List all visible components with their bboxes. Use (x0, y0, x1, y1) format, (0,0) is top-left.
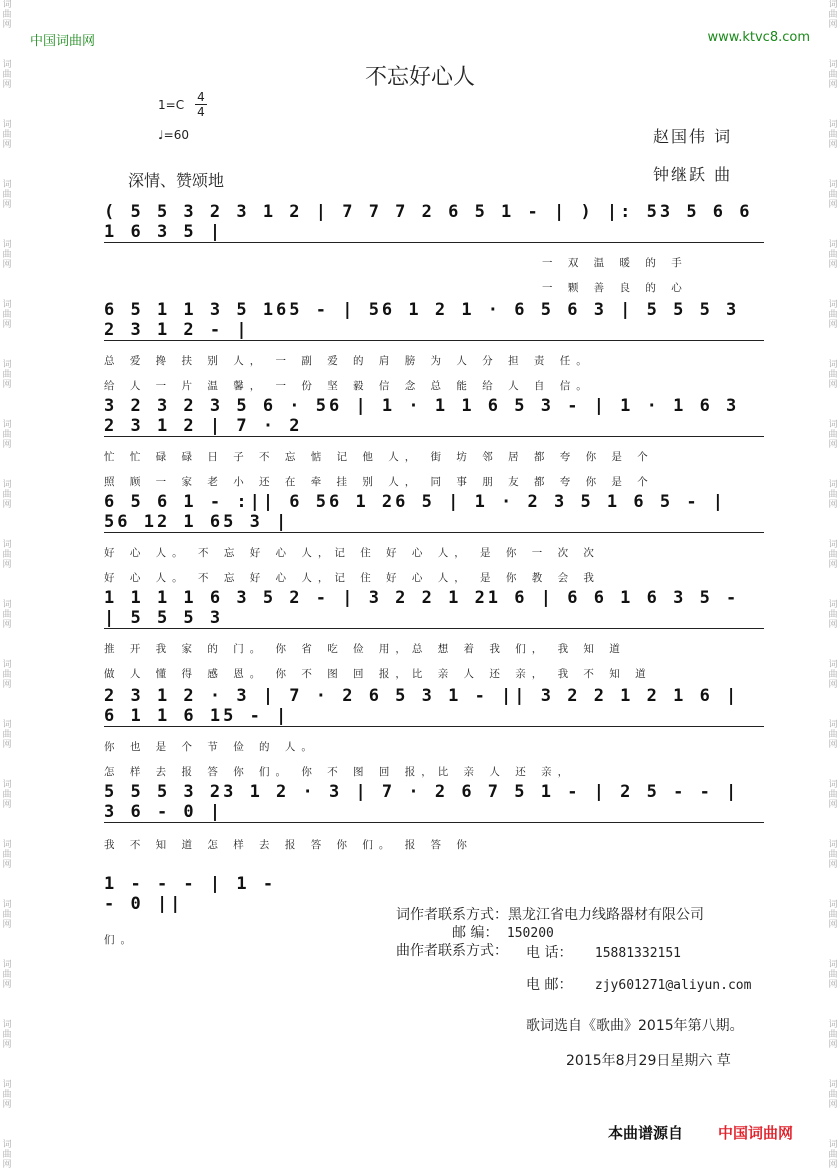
lyricist-credit: 赵国伟 词 (653, 127, 733, 146)
lyric-verse-2: 做 人 懂 得 感 恩。 你 不 图 回 报，比 亲 人 还 亲， 我 不 知 道 (104, 668, 652, 680)
lyric-verse-1: 好 心 人。 不 忘 好 心 人，记 住 好 心 人， 是 你 一 次 次 (104, 547, 600, 559)
notation-row: 3 2 3 2 3 5 6 · 56 | 1 · 1 1 6 5 3 - | 1 · 1 6 3 2 3 1 2 | 7 · 2 (104, 396, 764, 437)
notation-row: 5 5 5 3 23 1 2 · 3 | 7 · 2 6 7 5 1 - | 2 5 - - | 3 6 - 0 | (104, 782, 764, 823)
lyric-verse-2: 好 心 人。 不 忘 好 心 人，记 住 好 心 人， 是 你 教 会 我 (104, 572, 600, 584)
email-value[interactable]: zjy601271@aliyun.com (594, 978, 752, 993)
notation-row: 6 5 6 1 - :|| 6 56 1 26 5 | 1 · 2 3 5 1 6 5 - | 56 12 1 65 3 | (104, 492, 764, 533)
score-line-4 (104, 492, 764, 585)
score-line-6 (104, 686, 764, 779)
score-line-1 (104, 202, 764, 295)
lyric-verse-2: 一 颗 善 良 的 心 (542, 282, 688, 294)
notation-row: 1 1 1 1 6 3 5 2 - | 3 2 2 1 21 6 | 6 6 1 6 3 5 - | 5 5 5 3 (104, 588, 764, 629)
right-watermark: 词 曲 网 词 曲 网 词 曲 网 词 曲 网 词 曲 网 词 曲 网 词 曲 网 词 曲 网 词 曲 网 词 曲 网 词 曲 网 词 曲 网 词 曲 网 词 曲 网 词 曲 网 词 曲 网 词 曲 网 词 曲 网 词 曲 网 词 曲 网 (828, 0, 838, 1169)
score-line-7 (104, 782, 764, 852)
notation-row: 2 3 1 2 · 3 | 7 · 2 6 5 3 1 - || 3 2 2 1 2 1 6 | 6 1 1 6 15 - | (104, 686, 764, 727)
site-name-left[interactable]: 中国词曲网 (30, 34, 96, 49)
lyric-verse-1: 总 爱 搀 扶 别 人， 一 副 爱 的 肩 膀 为 人 分 担 责 任。 (104, 355, 593, 367)
email (526, 974, 751, 994)
lyric-verse-1: 推 开 我 家 的 门。 你 省 吃 俭 用，总 想 着 我 们， 我 知 道 (104, 643, 626, 655)
notation-row: 1 - - - | 1 - - 0 || (104, 874, 277, 914)
song-title: 不忘好心人 (364, 65, 475, 90)
phone-value: 15881332151 (594, 946, 681, 961)
footer-site-link[interactable]: 中国词曲网 (718, 1124, 794, 1142)
footer-label: 本曲谱源自 (608, 1124, 684, 1142)
lyric-verse-2: 给 人 一 片 温 馨， 一 份 坚 毅 信 念 总 能 给 人 自 信。 (104, 380, 593, 392)
email-label: 电 邮： (526, 977, 573, 993)
lyric-verse-1: 忙 忙 碌 碌 日 子 不 忘 惦 记 他 人， 街 坊 邻 居 都 夸 你 是 个 (104, 451, 654, 463)
phone (526, 942, 681, 962)
lyricist-contact-label: 词作者联系方式： (396, 907, 508, 923)
lyric-verse-2: 照 顾 一 家 老 小 还 在 牵 挂 别 人， 同 事 朋 友 都 夸 你 是 个 (104, 476, 654, 488)
time-top: 4 (195, 90, 207, 105)
score-line-2 (104, 300, 764, 393)
key-signature: 1=C (158, 98, 185, 112)
time-bottom: 4 (197, 105, 205, 119)
draft-date: 2015年8月29日星期六 草 (566, 1053, 731, 1069)
time-signature (195, 90, 207, 119)
tempo-mark: ♩=60 (158, 128, 189, 142)
phone-label: 电 话： (526, 945, 573, 961)
lyricist-contact-value: 黑龙江省电力线路器材有限公司 (508, 907, 704, 923)
composer-contact-label: 曲作者联系方式： (396, 943, 508, 959)
postcode-value: 150200 (506, 926, 554, 941)
postcode-label: 邮 编： (452, 925, 499, 941)
lyric-verse-1: 一 双 温 暖 的 手 (542, 257, 688, 269)
notation-row: 6 5 1 1 3 5 165 - | 56 1 2 1 · 6 5 6 3 | 5 5 5 3 2 3 1 2 - | (104, 300, 764, 341)
expression-mark: 深情、赞颂地 (128, 171, 225, 190)
lyric-verse-1: 们。 (104, 934, 137, 946)
score-line-8 (104, 874, 294, 947)
lyric-verse-2: 怎 样 去 报 答 你 们。 你 不 图 回 报，比 亲 人 还 亲， (104, 766, 575, 778)
notation-row: ( 5 5 3 2 3 1 2 | 7 7 7 2 6 5 1 - | ) |: 53 5 6 6 1 6 3 5 | (104, 202, 764, 243)
postcode (452, 922, 554, 942)
composer-credit: 钟继跃 曲 (653, 165, 733, 184)
site-url-right[interactable]: www.ktvc8.com (707, 30, 810, 45)
lyric-verse-1: 我 不 知 道 怎 样 去 报 答 你 们。 报 答 你 (104, 839, 473, 851)
left-watermark: 词 曲 网 词 曲 网 词 曲 网 词 曲 网 词 曲 网 词 曲 网 词 曲 网 词 曲 网 词 曲 网 词 曲 网 词 曲 网 词 曲 网 词 曲 网 词 曲 网 词 曲 网 词 曲 网 词 曲 网 词 曲 网 词 曲 网 词 曲 网 (2, 0, 12, 1169)
score-line-5 (104, 588, 764, 681)
lyrics-source: 歌词选自《歌曲》2015年第八期。 (526, 1018, 744, 1034)
lyricist-contact (396, 904, 704, 924)
lyric-verse-1: 你 也 是 个 节 俭 的 人。 (104, 741, 318, 753)
score-line-3 (104, 396, 764, 489)
